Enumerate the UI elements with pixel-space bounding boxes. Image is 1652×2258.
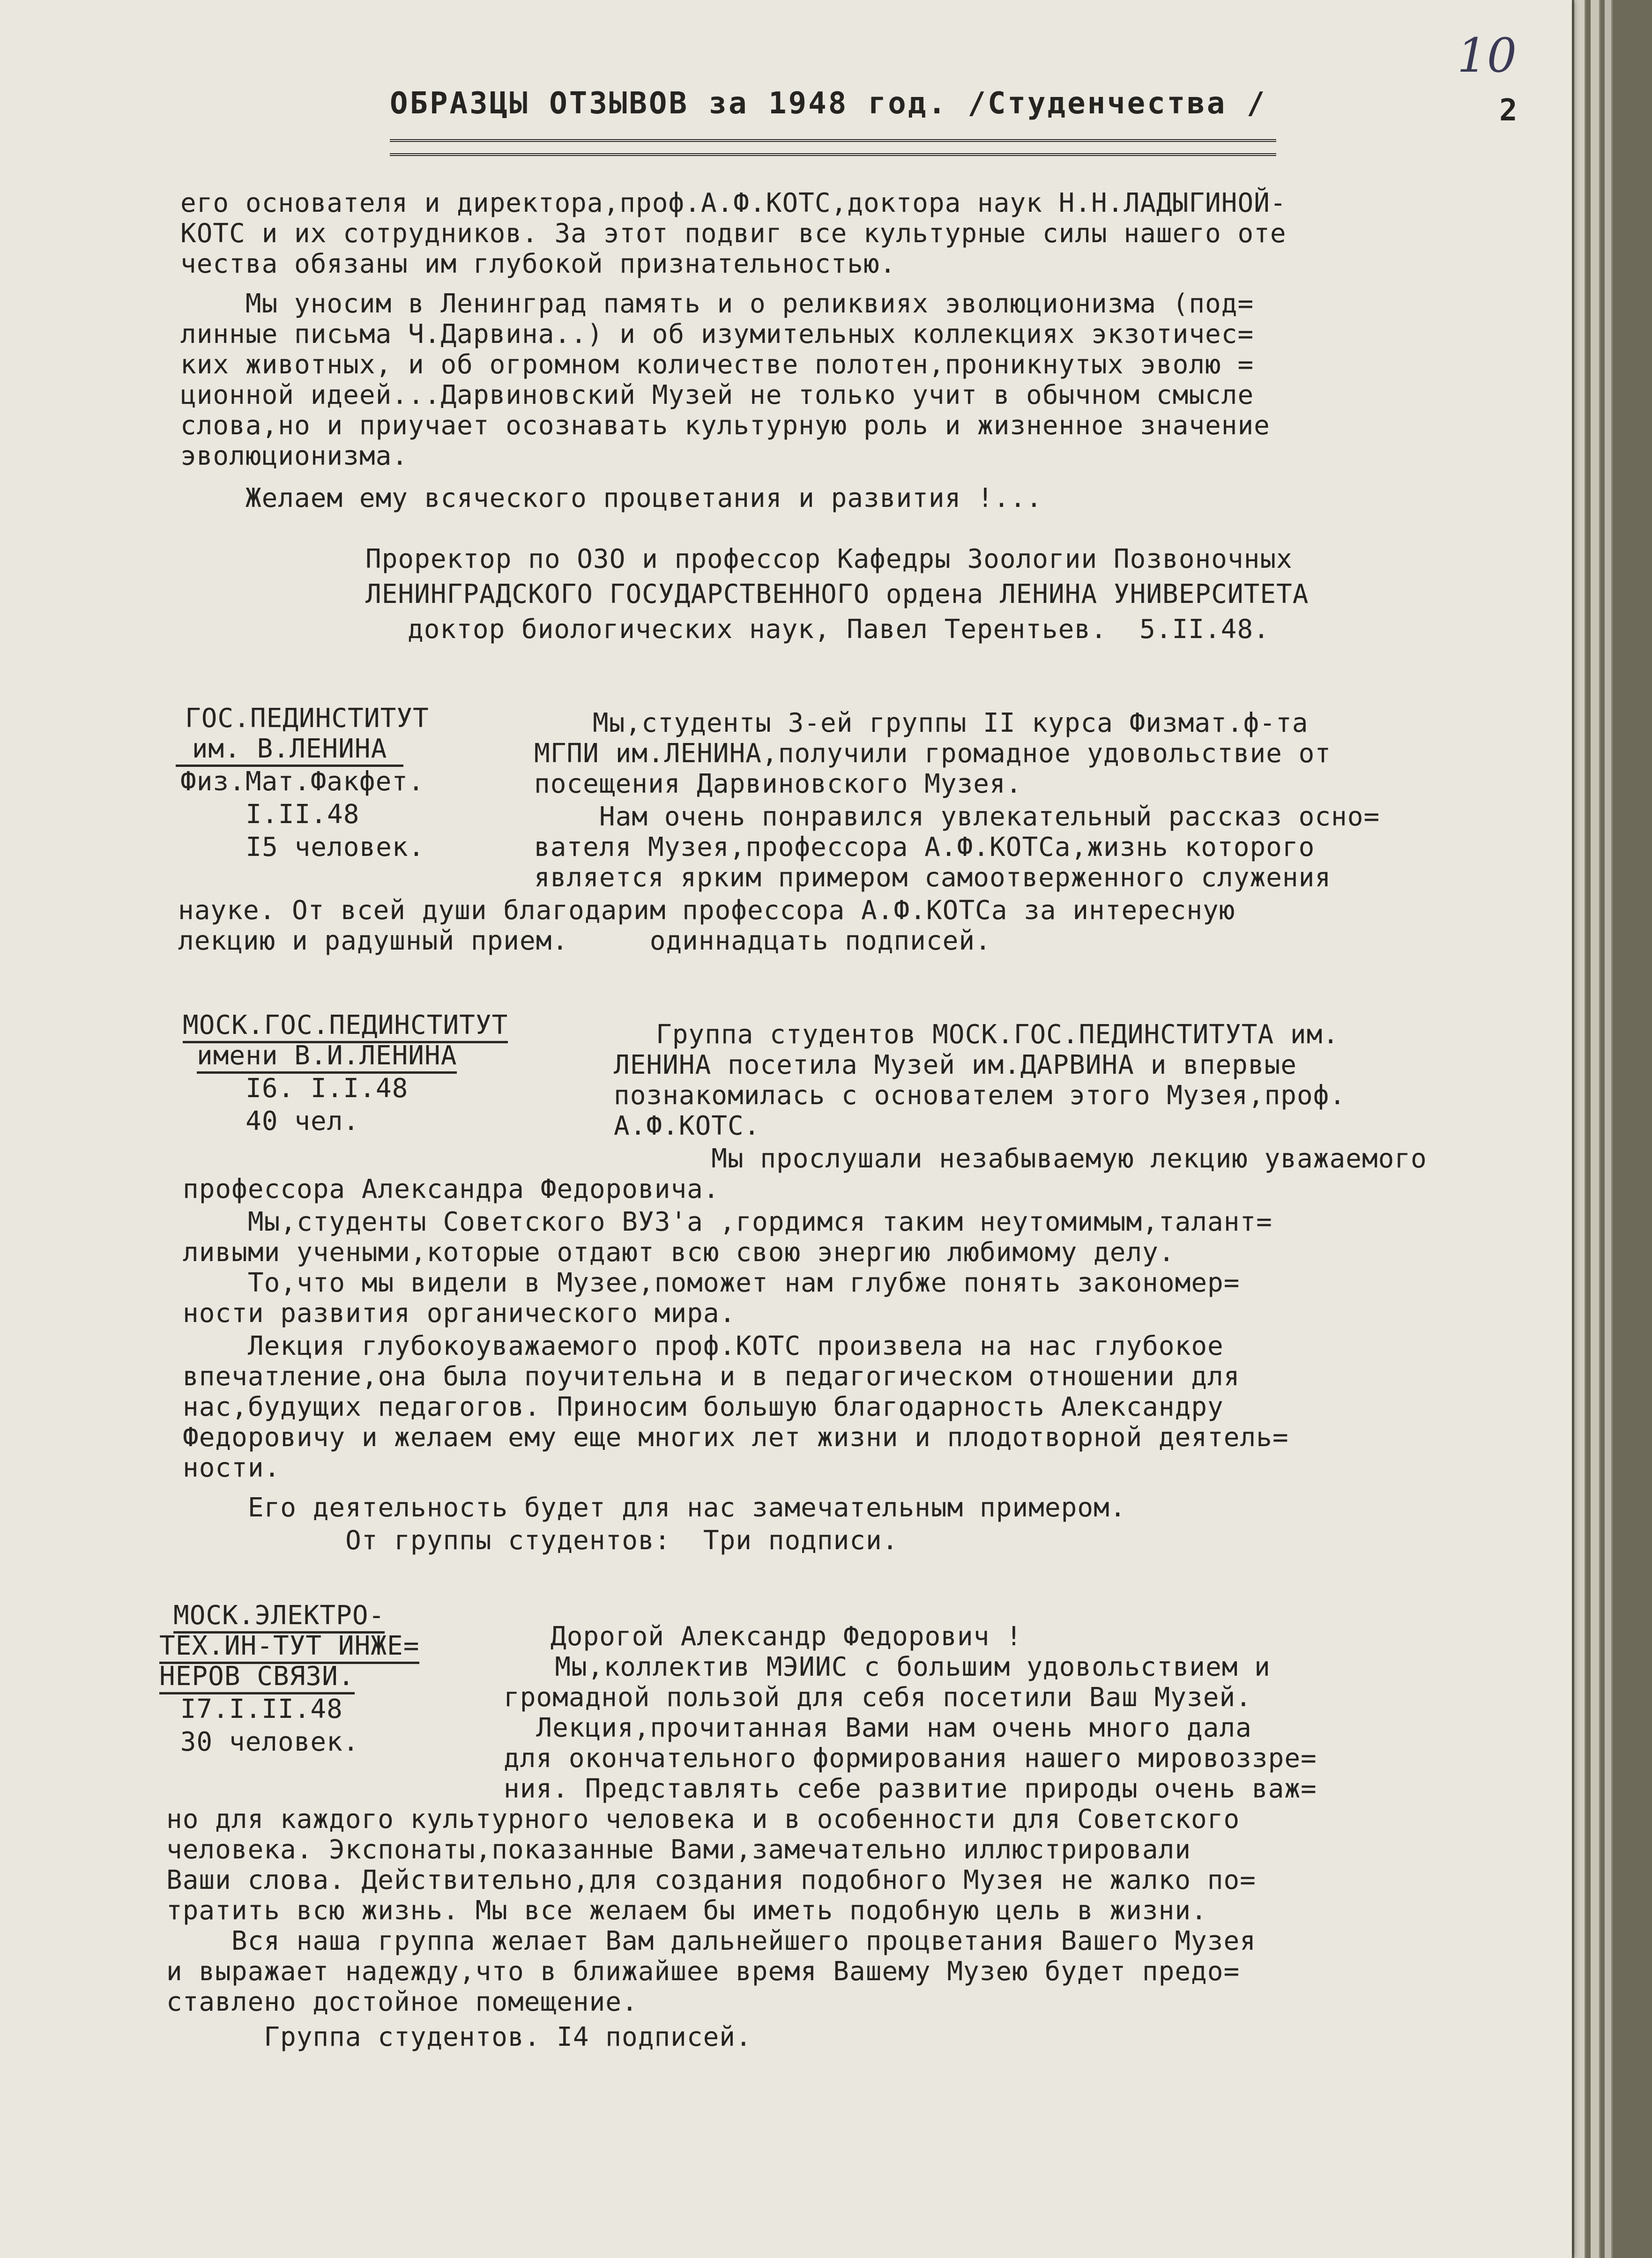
signature-line: ЛЕНИНГРАДСКОГО ГОСУДАРСТВЕННОГО ордена ЛЕНИНА УНИВЕРСИТЕТА (365, 579, 1309, 609)
text-line: чества обязаны им глубокой признательностью. (180, 249, 896, 279)
margin-date: I.II.48 (213, 799, 360, 830)
margin-count: 40 чел. (197, 1106, 360, 1136)
text-line: КОТС и их сотрудников. За этот подвиг все культурные силы нашего оте (180, 218, 1287, 249)
signature-line: доктор биологических наук, Павел Терентьев. 5.II.48. (408, 614, 1270, 645)
text-line: для окончательного формирования нашего мировоззре= (504, 1743, 1317, 1774)
text-line: его основателя и директора,проф.А.Ф.КОТС,доктора наук Н.Н.ЛАДЫГИНОЙ- (180, 188, 1287, 218)
text-line: Лекция,прочитанная Вами нам очень много дала (504, 1713, 1252, 1743)
text-line: ния. Представлять себе развитие природы очень важ= (504, 1774, 1317, 1804)
text-line: Вся наша группа желает Вам дальнейшего процветания Вашего Музея (166, 1926, 1256, 1956)
text-line: Желаем ему всяческого процветания и развития !... (180, 483, 1042, 513)
margin-institution: ГОС.ПЕДИНСТИТУТ (185, 703, 429, 734)
margin-institution: МОСК.ЭЛЕКТРО- (173, 1601, 385, 1634)
underlying-sheet-edge (1605, 0, 1613, 2258)
text-line: тратить всю жизнь. Мы все желаем бы иметь подобную цель в жизни. (166, 1895, 1207, 1926)
title-rule (390, 139, 1276, 156)
text-line: Нам очень понравился увлекательный рассказ осно= (534, 802, 1380, 832)
text-line: лекцию и радушный прием. одиннадцать подписей. (178, 926, 991, 956)
text-line: Федоровичу и желаем ему еще многих лет жизни и плодотворной деятель= (183, 1422, 1289, 1453)
margin-institution: имени В.И.ЛЕНИНА (197, 1041, 457, 1074)
text-line: То,что мы видели в Музее,поможет нам глубже понять закономер= (183, 1268, 1240, 1298)
text-line: Мы уносим в Ленинград память и о реликвиях эволюционизма (под= (180, 289, 1254, 319)
underlying-sheet-edge (1574, 0, 1586, 2258)
margin-institution: им. В.ЛЕНИНА (176, 735, 403, 767)
page-number: 2 (1499, 93, 1518, 128)
text-line: слова,но и приучает осознавать культурную роль и жизненное значение (180, 410, 1270, 441)
margin-count: I5 человек. (213, 832, 425, 862)
text-line: Мы,студенты 3-ей группы II курса Физмат.ф-та (593, 708, 1309, 738)
text-line: человека. Экспонаты,показанные Вами,замечательно иллюстрировали (166, 1835, 1191, 1865)
text-line: линные письма Ч.Дарвина..) и об изумительных коллекциях экзотичес= (180, 319, 1254, 349)
text-line: От группы студентов: Три подписи. (183, 1525, 899, 1556)
text-line: ких животных, и об огромном количестве полотен,проникнутых эволю = (180, 349, 1254, 380)
text-line: профессора Александра Федоровича. (183, 1174, 720, 1204)
text-line: Группа студентов МОСК.ГОС.ПЕДИНСТИТУТА им. (656, 1019, 1339, 1050)
text-line: науке. От всей души благодарим профессора А.Ф.КОТСа за интересную (178, 895, 1235, 926)
text-line: впечатление,она была поучительна и в педагогическом отношении для (183, 1361, 1240, 1392)
text-line: МГПИ им.ЛЕНИНА,получили громадное удовольствие от (534, 738, 1332, 769)
text-line: Мы,студенты Советского ВУЗ'а ,гордимся таким неутомимым,талант= (183, 1207, 1272, 1237)
text-line: нас,будущих педагогов. Приносим большую благодарность Александру (183, 1392, 1224, 1422)
text-line: посещения Дарвиновского Музея. (534, 769, 1022, 799)
text-line: А.Ф.КОТС. (614, 1111, 760, 1141)
underlying-sheet-edge (1591, 0, 1600, 2258)
margin-date: I7.I.II.48 (164, 1694, 343, 1724)
text-line: ционной идеей...Дарвиновский Музей не только учит в обычном смысле (180, 380, 1254, 410)
text-line: Дорогой Александр Федорович ! (551, 1621, 1022, 1652)
text-line: Мы прослушали незабываемую лекцию уважаемого (614, 1144, 1427, 1174)
document-title: ОБРАЗЦЫ ОТЗЫВОВ за 1948 год. /Студенчества / (390, 86, 1267, 121)
text-line: громадной пользой для себя посетили Ваш Музей. (504, 1682, 1252, 1713)
text-line: ности развития органического мира. (183, 1298, 736, 1329)
text-line: Ваши слова. Действительно,для создания подобного Музея не жалко по= (166, 1865, 1256, 1895)
margin-institution: МОСК.ГОС.ПЕДИНСТИТУТ (183, 1011, 508, 1043)
text-line: ставлено достойное помещение. (166, 1987, 638, 2017)
text-line: Группа студентов. I4 подписей. (166, 2022, 752, 2052)
folio-number: 10 (1457, 28, 1517, 83)
text-line: является ярким примером самоотверженного служения (534, 862, 1332, 893)
text-line: эволюционизма. (180, 441, 409, 471)
text-line: вателя Музея,профессора А.Ф.КОТСа,жизнь которого (534, 832, 1315, 862)
margin-count: 30 человек. (164, 1727, 359, 1757)
text-line: и выражает надежду,что в ближайшее время Вашему Музею будет предо= (166, 1956, 1240, 1987)
text-line: Его деятельность будет для нас замечательным примером. (183, 1493, 1126, 1523)
margin-date: I6. I.I.48 (197, 1073, 409, 1104)
text-line: но для каждого культурного человека и в особенности для Советского (166, 1804, 1240, 1835)
margin-institution: НЕРОВ СВЯЗИ. (159, 1662, 355, 1694)
text-line: ливыми учеными,которые отдают всю свою энергию любимому делу. (183, 1237, 1175, 1268)
text-line: ЛЕНИНА посетила Музей им.ДАРВИНА и впервые (614, 1050, 1297, 1080)
margin-institution: ТЕХ.ИН-ТУТ ИНЖЕ= (159, 1632, 419, 1664)
margin-faculty: Физ.Мат.Факфет. (180, 766, 424, 797)
text-line: Лекция глубокоуважаемого проф.КОТС произвела на нас глубокое (183, 1331, 1224, 1361)
text-line: ности. (183, 1453, 281, 1483)
text-line: Мы,коллектив МЭИИС с большим удовольствием и (522, 1652, 1271, 1682)
signature-line: Проректор по ОЗО и профессор Кафедры Зоологии Позвоночных (365, 544, 1293, 574)
text-line: познакомилась с основателем этого Музея,проф. (614, 1080, 1346, 1111)
